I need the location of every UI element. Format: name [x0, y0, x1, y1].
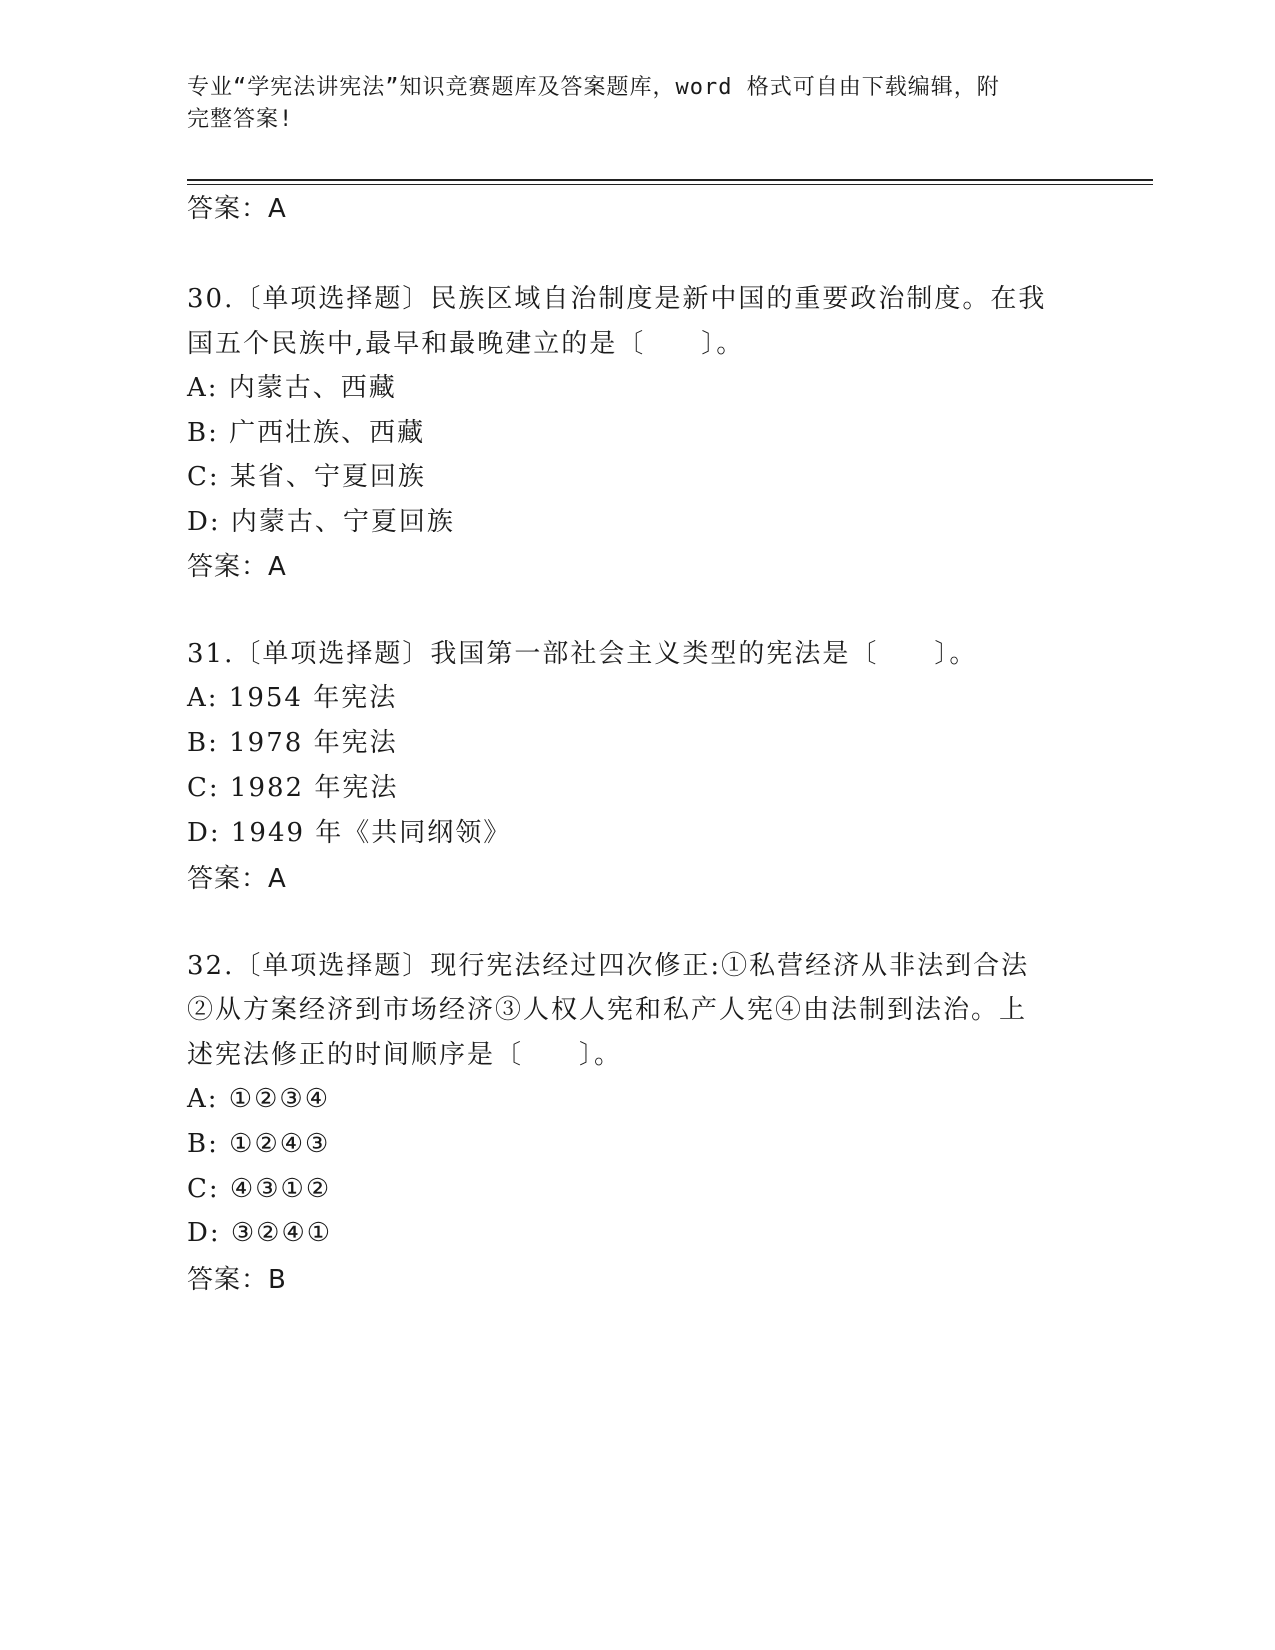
question-30-option-c: C: 某省、宁夏回族 — [187, 462, 426, 492]
answer-prev: 答案：A — [187, 194, 287, 224]
header-rule-thick — [187, 179, 1153, 181]
question-30-option-b: B: 广西壮族、西藏 — [187, 418, 426, 448]
question-32-option-d: D: ③②④① — [187, 1218, 333, 1248]
question-30-line-2: 国五个民族中,最早和最晚建立的是〔 〕。 — [187, 329, 745, 359]
question-31-answer: 答案：A — [187, 864, 287, 894]
header-rule-thin — [187, 184, 1153, 185]
page-header — [187, 72, 1067, 136]
question-32-option-a: A: ①②③④ — [187, 1084, 331, 1114]
question-31-option-d: D: 1949 年《共同纲领》 — [187, 818, 512, 848]
question-32-line-2: ②从方案经济到市场经济③人权人宪和私产人宪④由法制到法治。上 — [187, 995, 1028, 1025]
question-30-option-d: D: 内蒙古、宁夏回族 — [187, 507, 455, 537]
question-32-line-3: 述宪法修正的时间顺序是〔 〕。 — [187, 1040, 623, 1070]
question-30-line-1: 30.〔单项选择题〕民族区域自治制度是新中国的重要政治制度。在我 — [187, 284, 1047, 314]
header-line-2: 完整答案! — [187, 107, 294, 132]
question-31-line-1: 31.〔单项选择题〕我国第一部社会主义类型的宪法是〔 〕。 — [187, 639, 978, 669]
question-31-option-a: A: 1954 年宪法 — [187, 683, 398, 713]
question-32-option-b: B: ①②④③ — [187, 1129, 331, 1159]
question-32-answer: 答案：B — [187, 1265, 287, 1295]
question-30-answer: 答案：A — [187, 552, 287, 582]
question-32-option-c: C: ④③①② — [187, 1174, 332, 1204]
question-30-option-a: A: 内蒙古、西藏 — [187, 373, 397, 403]
question-32-line-1: 32.〔单项选择题〕现行宪法经过四次修正:①私营经济从非法到合法 — [187, 951, 1030, 981]
question-31-option-b: B: 1978 年宪法 — [187, 728, 398, 758]
question-31-option-c: C: 1982 年宪法 — [187, 773, 399, 803]
header-line-1: 专业“学宪法讲宪法”知识竞赛题库及答案题库，word 格式可自由下载编辑，附 — [187, 75, 1000, 100]
